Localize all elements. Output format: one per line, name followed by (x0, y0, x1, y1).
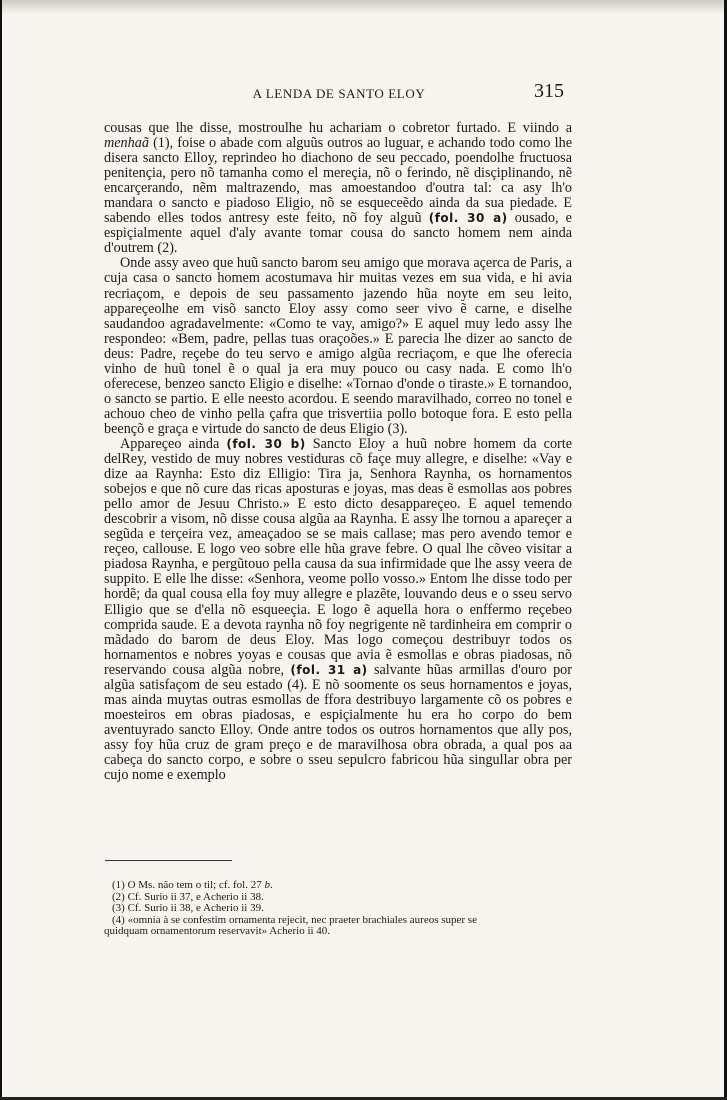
footnote-text: (1) O Ms. não tem o til; cf. fol. 27 (112, 879, 265, 891)
text-run: cousas que lhe disse, mostroulhe hu achariam o cobretor furtado. E viindo a (104, 120, 572, 136)
footnote-4: (4) «omnia à se confestim ornamenta rejecit, nec praeter brachiales aureos super se (112, 913, 477, 926)
footnotes (104, 880, 572, 938)
text-run: (1), foise o abade com alguũs outros ao luguar, e achando todo como lhe disera sancto Elloy, reprindeo ho diachono de seu peccado, poendolhe fructuosa penitençia, pero nõ tamanha como el mereçia, nõ o ferindo, nẽ disçiplinando, nẽ encarçerando, nẽm maltrazendo, mas amoestandoo d'outra tal: ca asy lh'o mandara o sancto e piadoso Eligio, nõ se esqueceẽdo ainda da sua piedade. E sabendo elles todos antresy este feito, nõ foy alguũ (104, 135, 572, 227)
running-title: A LENDA DE SANTO ELOY (252, 86, 426, 101)
main-text (104, 121, 572, 783)
folio-reference: (fol. 30 b) (226, 436, 306, 451)
paragraph-2: Onde assy aveo que huũ sancto barom seu amigo que morava açerca de Paris, a cuja casa o sancto homem acostumava hir muitas vezes em sua vida, e hi avia recriaçom, e depois de seu passamento jazendo hũa noyte em seu leito, appareçeolhe em visõ sancto Eloy assy como seer vivo ẽ carne, e diselhe saudandoo agradavelmente: «Como te vay, amigo?» E aquel muy ledo assy lhe respondeo: «Bem, padre, pellas tuas oraçoões.» E parecia lhe dizer ao sancto de deus: Padre, reçebe do teu servo e amigo algũa recriaçom, e que lhe oferecia vinho de huũ tonel ẽ o qual ja era muy pouco ou casy nada. E como lh'o oferecese, benzeo sancto Eligio e diselhe: «Tornao d'onde o tiraste.» E tornandoo, o sancto se partio. E elle neesto acordou. E seendo maravilhado, correo no tonel e achouo cheo de vinho pella çafra que trisvertiia pollo botoque fora. E esto pella beençõ e graça e virtude do sancto de deus Eligio (3). (104, 255, 572, 437)
folio-reference: (fol. 30 a) (428, 211, 508, 226)
footnote-text: . (269, 879, 273, 891)
footnote-rule (105, 860, 232, 861)
folio-reference: (fol. 31 a) (290, 662, 368, 677)
footnote-italic: b (264, 879, 270, 891)
text-run: Appareçeo ainda (120, 435, 227, 452)
scan-top-edge (0, 0, 727, 14)
paragraph-3 (104, 437, 572, 783)
italic-word: menhaã (104, 135, 149, 152)
scan-left-border (0, 0, 2, 1100)
footnote-4-continuation: quidquam ornamentorum reservavit» Acherio ii 40. (104, 925, 331, 937)
footnote-1 (104, 880, 572, 892)
text-run: ousado, e espiçialmente aquel d'aly avante tomar cousa do sancto homem nem ainda d'outrem (2). (104, 210, 572, 257)
text-run: Sancto Eloy a huũ nobre homem da corte delRey, vestido de muy nobres vestiduras cõ façe muy allegre, e diselhe: «Vay e dize aa Raynha: Esto diz Elligio: Tira ja, Senhora Raynha, os hornamentos sobejos e que nõ cure das ricas aposturas e joyas, mas deas ẽ esmollas aos pobres pello amor de Jesuu Christo.» E esto dicto desappareçeo. E aquel temendo descobrir a visom, nõ disse cousa algũa aa Raynha. E assy lhe tornou a apareçer a segũda e terçeira vez, ameaçadoo se se mais callase; mas pero avendo temor e reçeo, callouse. E logo veo sobre elle hũa grave febre. O qual lhe cõveo visitar a piadosa Raynha, e pergũtouo pella causa da sua infirmidade que lhe assy veera de suppito. E elle lhe disse: «Senhora, veome pollo vosso.» Entom lhe disse todo per hordẽ; da qual cousa ella foy muy allegre e plazẽte, louvando deus e o sseu servo Elligio que se d'ella nõ esqueeçia. E logo ẽ aquella hora o enffermo reçebeo comprida saude. E a devota raynha nõ foy negrigente nẽ tardinheira em comprir o mãdado do barom de deus Eloy. Mas logo começou destribuyr todos os hornamentos e nobres yoyas e cousas que avia ẽ esmollas e obras piadosas, nõ reservando cousa algũa nobre, (104, 435, 572, 678)
footnote-2: (2) Cf. Surio ii 37, e Acherio ii 38. (112, 890, 264, 903)
footnote-3: (3) Cf. Surio ii 38, e Acherio ii 39. (112, 902, 264, 914)
text-run: salvante hũas armillas d'ouro por algũa satisfaçom de seu estado (4). E nõ soomente os seus hornamentos e joyas, mas ainda muytas outras esmollas de ffora destribuyo largamente cõ os pobres e moesteiros em obras piadosas, e espiçialmente hu era ho corpo do bem aventuyrado sancto Elloy. Onde antre todos os outros hornamentos que ally pos, assy foy hũa cruz de gram preço e de maravilhosa obra obrada, a qual pos aa cabeça do sancto corpo, e sobre o sseu sepulcro fabricou hũa singullar obra per cujo nome e exemplo (104, 661, 572, 784)
paragraph-1 (104, 121, 572, 256)
page-number: 315 (534, 80, 564, 102)
